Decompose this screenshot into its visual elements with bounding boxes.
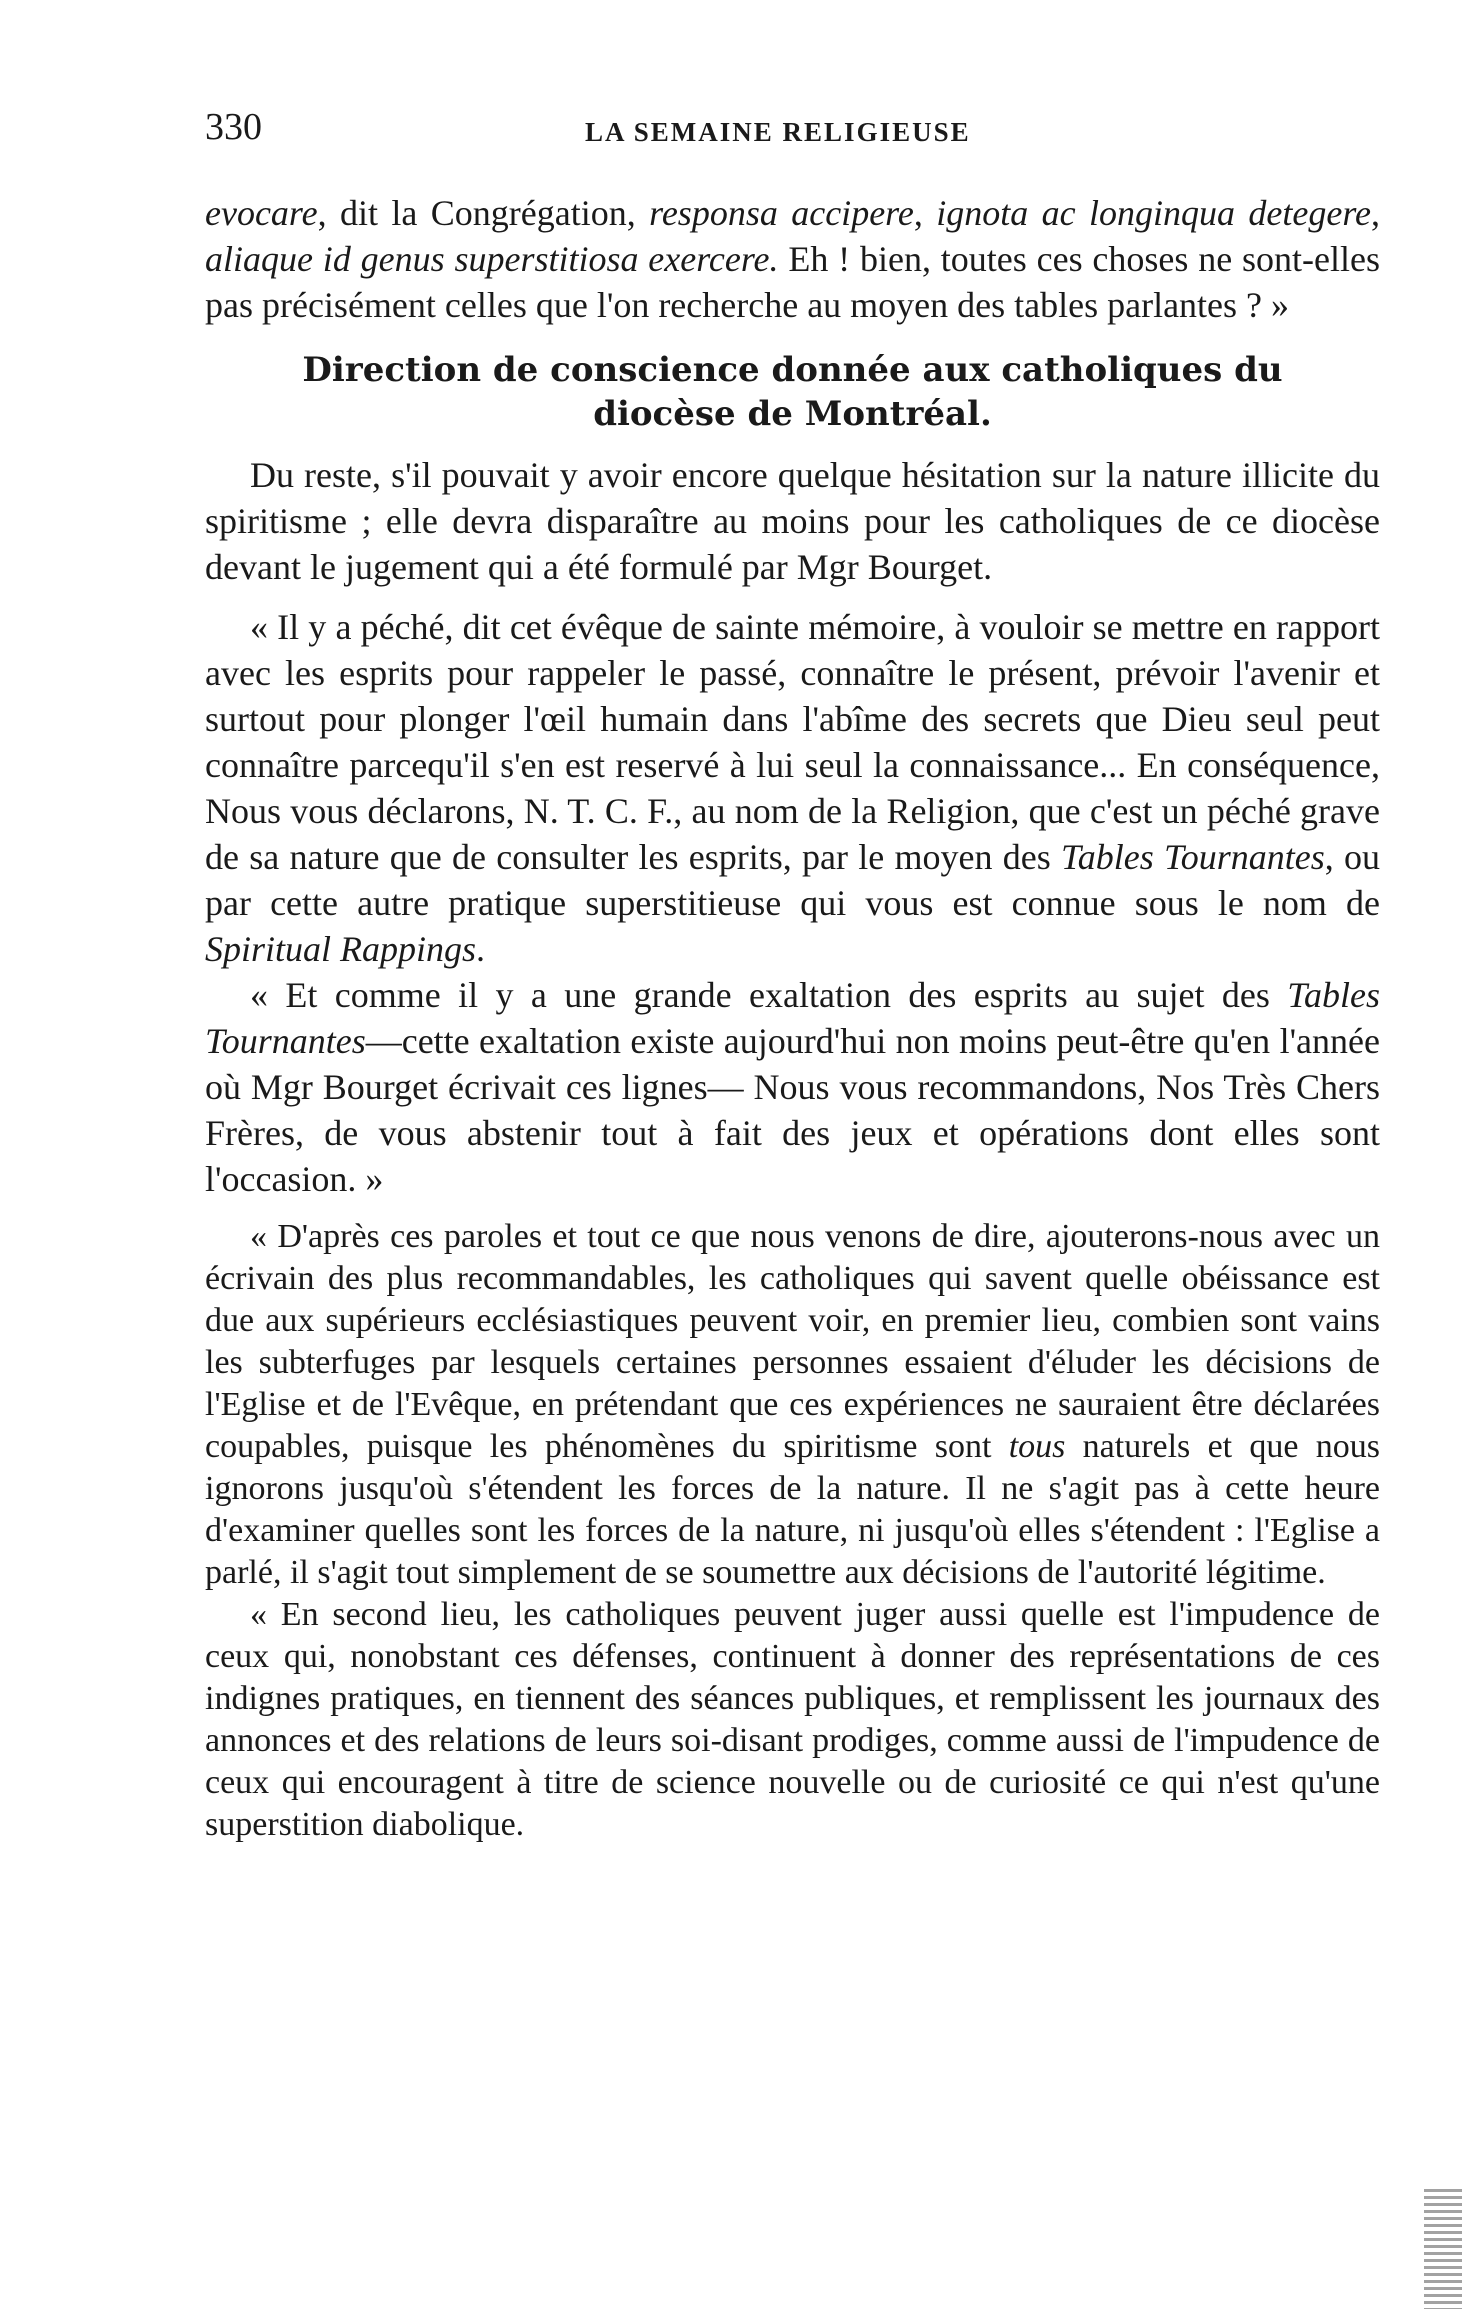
italic-term: Spiritual Rappings bbox=[205, 929, 477, 969]
section-heading bbox=[205, 348, 1380, 436]
italic-term: Tables Tournantes bbox=[1061, 837, 1325, 877]
italic-term: Tables Tournantes bbox=[205, 975, 1380, 1061]
page-number: 330 bbox=[205, 106, 262, 148]
latin-phrase: aliaque id genus superstitiosa exercere. bbox=[205, 239, 779, 279]
heading-line-2: diocèse de Montréal. bbox=[593, 394, 992, 434]
text-run: , bbox=[913, 193, 937, 233]
latin-phrase: ignota ac longinqua detegere bbox=[936, 193, 1372, 233]
text-run: Eh ! bien, toutes ces choses ne sont-elles pas précisément celles que l'on recherche au moyen des tables parlantes ? » bbox=[205, 239, 1380, 325]
running-title: LA SEMAINE RELIGIEUSE bbox=[585, 117, 971, 147]
text-run: , dit la Congrégation, bbox=[317, 193, 650, 233]
text-run: « Et comme il y a une grande exaltation des esprits au sujet des bbox=[250, 975, 1288, 1015]
page-header bbox=[205, 105, 1385, 165]
latin-phrase: evocare bbox=[205, 193, 318, 233]
text-run: , bbox=[1371, 193, 1381, 233]
heading-line-1: Direction de conscience donnée aux catholiques du bbox=[302, 350, 1283, 390]
paragraph-2: Du reste, s'il pouvait y avoir encore quelque hésitation sur la nature illicite du spiritisme ; elle devra disparaître au moins pour les catholiques de ce diocèse devant le jugement qui a été formulé par Mgr Bourget. bbox=[205, 455, 1380, 587]
paragraph-4 bbox=[205, 972, 1380, 1202]
italic-term: tous bbox=[1008, 1428, 1066, 1465]
paragraph-6: « En second lieu, les catholiques peuvent juger aussi quelle est l'impudence de ceux qui, nonobstant ces défenses, continuent à donner des représentations de ces indignes pratiques, en tiennent des séances publiques, et remplissent les journaux des annonces et des relations de leurs soi-disant prodiges, comme aussi de l'impudence de ceux qui encouragent à titre de science nouvelle ou de curiosité ce qui n'est qu'une superstition diabolique. bbox=[205, 1596, 1380, 1843]
text-run: naturels et que nous ignorons jusqu'où s'étendent les forces de la nature. Il ne s'agit pas à cette heure d'examiner quelles sont les forces de la nature, ni jusqu'où elles s'étendent : l'Eglise a parlé, il s'agit tout simplement de se soumettre aux décisions de l'autorité légitime. bbox=[205, 1428, 1380, 1591]
paragraph-3 bbox=[205, 604, 1380, 972]
text-run: « Il y a péché, dit cet évêque de sainte mémoire, à vouloir se mettre en rapport avec les esprits pour rappeler le passé, connaître le présent, prévoir l'avenir et surtout pour plonger l'œil humain dans l'abîme des secrets que Dieu seul peut connaître parcequ'il s'en est reservé à lui seul la connaissance... En conséquence, Nous vous déclarons, N. T. C. F., au nom de la Religion, que c'est un péché grave de sa nature que de consulter les esprits, par le moyen des bbox=[205, 607, 1380, 877]
text-run: . bbox=[476, 929, 486, 969]
scan-edge-mark bbox=[1424, 2189, 1462, 2309]
paragraph-5 bbox=[205, 1216, 1380, 1594]
paragraph-1 bbox=[205, 190, 1380, 328]
text-run: « D'après ces paroles et tout ce que nous venons de dire, ajouterons-nous avec un écrivain des plus recommandables, les catholiques qui savent quelle obéissance est due aux supérieurs ecclésiastiques peuvent voir, en premier lieu, combien sont vains les subterfuges par lesquels certaines personnes essaient d'éluder les décisions de l'Eglise et de l'Evêque, en prétendant que ces expériences ne sauraient être déclarées coupables, puisque les phénomènes du spiritisme sont bbox=[205, 1218, 1380, 1465]
text-run: —cette exaltation existe aujourd'hui non moins peut-être qu'en l'année où Mgr Bourget écrivait ces lignes— Nous vous recommandons, Nos Très Chers Frères, de vous abstenir tout à fait des jeux et opérations dont elles sont l'occasion. » bbox=[205, 1021, 1380, 1199]
latin-phrase: responsa accipere bbox=[649, 193, 914, 233]
body-text bbox=[205, 190, 1380, 1846]
text-run: , ou par cette autre pratique superstitieuse qui vous est connue sous le nom de bbox=[205, 837, 1380, 923]
